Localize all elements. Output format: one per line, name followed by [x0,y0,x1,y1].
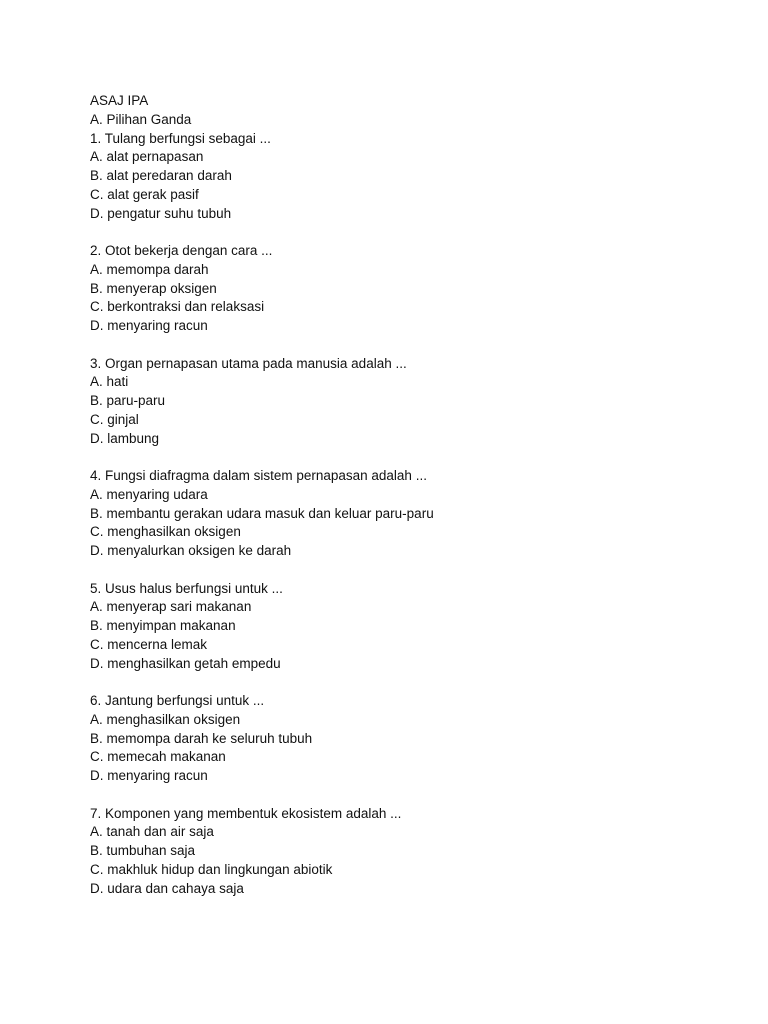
option-c: C. memecah makanan [90,749,226,765]
option-a: A. menyaring udara [90,486,208,502]
option-a: A. menghasilkan oksigen [90,711,241,727]
option-b: B. tumbuhan saja [90,843,196,858]
option-a: A. alat pernapasan [90,149,204,165]
question-text: 3. Organ pernapasan utama pada manusia adalah ... [90,355,407,371]
option-b: B. menyimpan makanan [90,618,236,633]
question-text: 4. Fungsi diafragma dalam sistem pernapasan adalah ... [90,468,427,483]
option-c: C. menghasilkan oksigen [90,524,241,540]
question-text: 2. Otot bekerja dengan cara ... [90,243,273,258]
option-b: B. paru-paru [90,393,166,408]
question-3 [90,355,730,449]
option-d: D. menyalurkan oksigen ke darah [90,543,292,558]
option-d: D. menyaring racun [90,768,208,783]
option-c: C. makhluk hidup dan lingkungan abiotik [90,861,333,877]
option-b: B. memompa darah ke seluruh tubuh [90,730,313,746]
option-d: D. menyaring racun [90,318,208,333]
option-b: B. menyerap oksigen [90,280,217,296]
option-c: C. berkontraksi dan relaksasi [90,299,265,315]
document-title: ASAJ IPA [90,93,149,108]
option-d: D. pengatur suhu tubuh [90,205,232,221]
option-d: D. lambung [90,430,160,446]
question-1 [90,130,730,224]
question-text: 7. Komponen yang membentuk ekosistem adalah ... [90,805,402,821]
option-d: D. udara dan cahaya saja [90,880,244,896]
question-6 [90,692,730,786]
option-a: A. menyerap sari makanan [90,599,252,615]
question-7 [90,805,730,899]
option-c: C. ginjal [90,411,139,427]
question-2 [90,242,730,336]
option-b: B. membantu gerakan udara masuk dan keluar paru-paru [90,505,434,521]
question-text: 5. Usus halus berfungsi untuk ... [90,580,283,596]
option-c: C. mencerna lemak [90,636,208,652]
option-a: A. memompa darah [90,261,209,277]
document-page [90,92,730,898]
section-heading: A. Pilihan Ganda [90,111,192,127]
option-c: C. alat gerak pasif [90,186,199,202]
option-a: A. hati [90,374,129,390]
question-5 [90,580,730,674]
question-text: 1. Tulang berfungsi sebagai ... [90,130,271,146]
option-b: B. alat peredaran darah [90,168,232,183]
option-d: D. menghasilkan getah empedu [90,655,281,671]
question-text: 6. Jantung berfungsi untuk ... [90,693,265,708]
option-a: A. tanah dan air saja [90,824,214,840]
question-4 [90,467,730,561]
